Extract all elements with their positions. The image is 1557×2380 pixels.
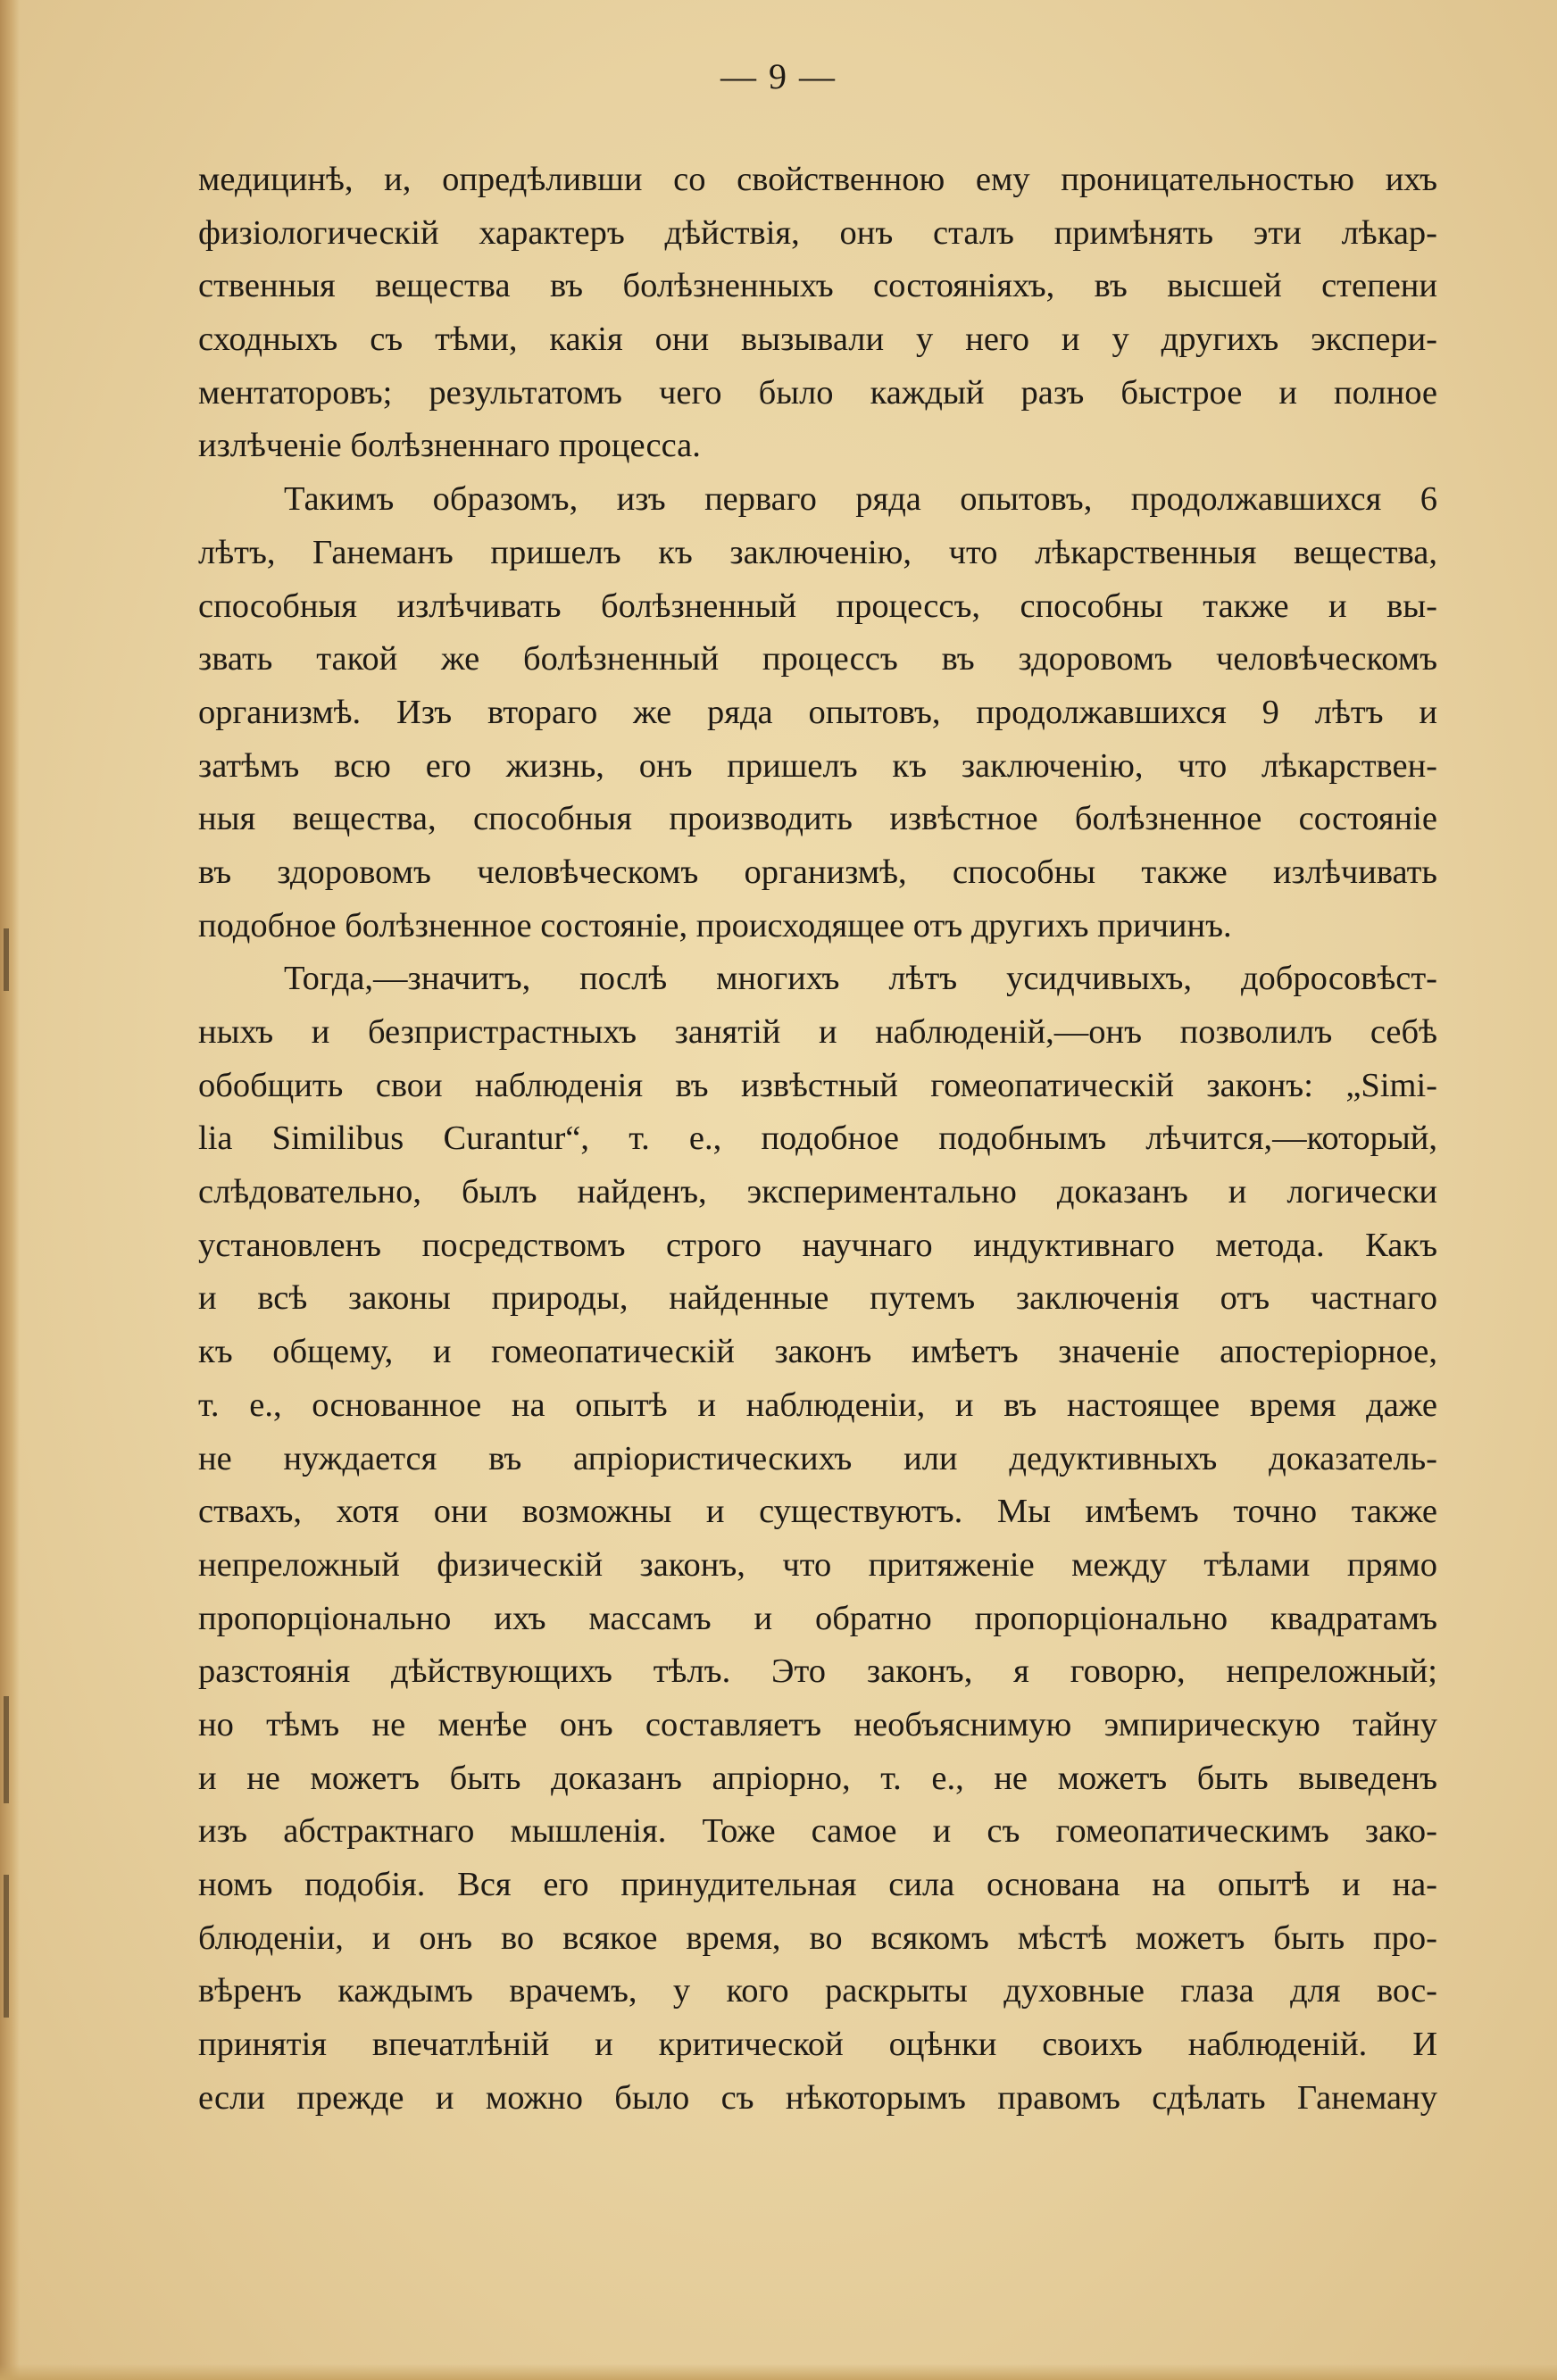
text-line: ныя вещества, способныя производить извѣстное болѣзненное состояніе [198, 800, 1437, 838]
text-line: но тѣмъ не менѣе онъ составляетъ необъяснимую эмпирическую тайну [198, 1705, 1437, 1743]
page-bottom-edge-shadow [0, 2364, 1557, 2380]
text-line: лѣтъ, Ганеманъ пришелъ къ заключенію, что лѣкарственныя вещества, [198, 533, 1437, 571]
body-text [198, 154, 1437, 2125]
text-line: излѣченіе болѣзненнаго процесса. [198, 427, 701, 465]
text-line: ствахъ, хотя они возможны и существуютъ. Мы имѣемъ точно также [198, 1493, 1437, 1531]
text-line: пропорціонально ихъ массамъ и обратно пропорціонально квадратамъ [198, 1599, 1437, 1637]
text-line: къ общему, и гомеопатическій законъ имѣетъ значеніе апостеріорное, [198, 1333, 1437, 1371]
text-line: слѣдовательно, былъ найденъ, экспериментально доказанъ и логически [198, 1173, 1437, 1211]
binding-mark [4, 1875, 9, 2018]
text-line: не нуждается въ апріористическихъ или дедуктивныхъ доказатель- [198, 1439, 1437, 1477]
text-line: т. е., основанное на опытѣ и наблюденіи, и въ настоящее время даже [198, 1386, 1437, 1424]
text-line: ныхъ и безпристрастныхъ занятій и наблюденій,—онъ позволилъ себѣ [198, 1013, 1437, 1051]
text-line: физіологическій характеръ дѣйствія, онъ сталъ примѣнять эти лѣкар- [198, 213, 1437, 252]
text-line: номъ подобія. Вся его принудительная сила основана на опытѣ и на- [198, 1866, 1437, 1903]
page-left-edge-shadow [0, 0, 20, 2380]
text-line: вѣренъ каждымъ врачемъ, у кого раскрыты духовные глаза для вос- [198, 1972, 1437, 2010]
text-line: медицинѣ, и, опредѣливши со свойственною ему проницательностью ихъ [198, 161, 1437, 198]
text-line: затѣмъ всю его жизнь, онъ пришелъ къ заключенію, что лѣкарствен- [198, 746, 1437, 785]
text-line: ментаторовъ; результатомъ чего было каждый разъ быстрое и полное [198, 373, 1437, 412]
text-line: и не можетъ быть доказанъ апріорно, т. е., не можетъ быть выведенъ [198, 1759, 1437, 1797]
text-line: въ здоровомъ человѣческомъ организмѣ, способны также излѣчивать [198, 853, 1437, 891]
text-line: блюденіи, и онъ во всякое время, во всякомъ мѣстѣ можетъ быть про- [198, 1918, 1437, 1957]
text-line: подобное болѣзненное состояніе, происходящее отъ другихъ причинъ. [198, 906, 1232, 945]
text-line: lia Similibus Curantur“, т. е., подобное подобнымъ лѣчится,—который, [198, 1119, 1437, 1158]
text-line: если прежде и можно было съ нѣкоторымъ правомъ сдѣлать Ганеману [198, 2078, 1437, 2117]
text-line: установленъ посредствомъ строго научнаго индуктивнаго метода. Какъ [198, 1226, 1437, 1264]
text-line: способныя излѣчивать болѣзненный процессъ, способны также и вы- [198, 587, 1437, 625]
text-line: изъ абстрактнаго мышленія. Тоже самое и съ гомеопатическимъ зако- [198, 1812, 1437, 1851]
text-line: организмѣ. Изъ втораго же ряда опытовъ, продолжавшихся 9 лѣтъ и [198, 693, 1437, 731]
text-line: звать такой же болѣзненный процессъ въ здоровомъ человѣческомъ [198, 640, 1437, 678]
binding-mark [4, 928, 9, 991]
text-line: Такимъ образомъ, изъ перваго ряда опытовъ, продолжавшихся 6 [284, 480, 1437, 519]
binding-mark [4, 1696, 9, 1803]
text-line: разстоянія дѣйствующихъ тѣлъ. Это законъ, я говорю, непреложный; [198, 1652, 1437, 1691]
text-line: ственныя вещества въ болѣзненныхъ состояніяхъ, въ высшей степени [198, 267, 1437, 305]
text-line: Тогда,—значитъ, послѣ многихъ лѣтъ усидчивыхъ, добросовѣст- [284, 960, 1437, 998]
page-number: — 9 — [720, 56, 837, 96]
text-line: обобщить свои наблюденія въ извѣстный гомеопатическій законъ: „Simi- [198, 1066, 1437, 1104]
text-line: сходныхъ съ тѣми, какія они вызывали у него и у другихъ экспери- [198, 320, 1437, 359]
text-line: и всѣ законы природы, найденные путемъ заключенія отъ частнаго [198, 1279, 1437, 1318]
text-line: непреложный физическій законъ, что притяженіе между тѣлами прямо [198, 1545, 1437, 1584]
text-line: принятія впечатлѣній и критической оцѣнки своихъ наблюденій. И [198, 2026, 1437, 2064]
